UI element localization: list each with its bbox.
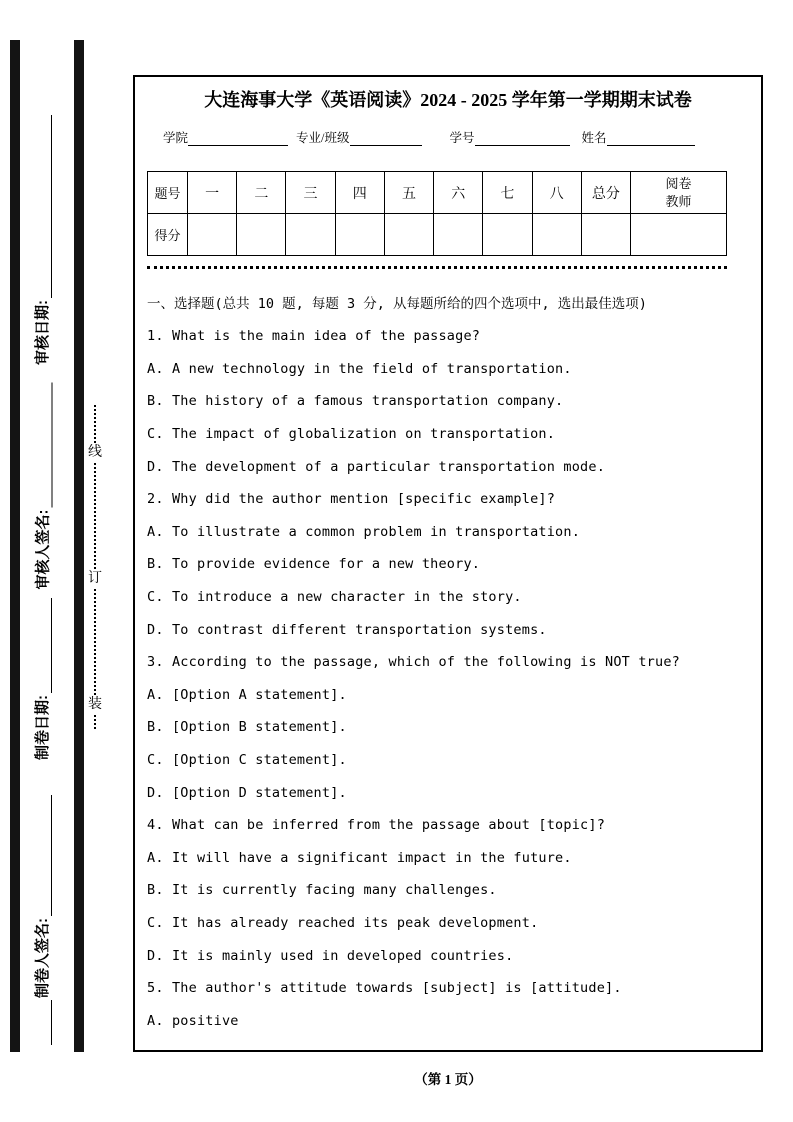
binding-line <box>86 405 104 729</box>
info-field <box>296 131 421 146</box>
binding-char-zhuang: 装 <box>88 697 102 712</box>
question-option: D. The development of a particular transportation mode. <box>147 458 606 475</box>
question-option: B. [Option B statement]. <box>147 719 347 736</box>
score-cell <box>384 214 433 256</box>
score-cell <box>286 214 335 256</box>
info-field-blank <box>475 132 570 146</box>
question-stem: 4. What can be inferred from the passage about [topic]? <box>147 817 606 834</box>
score-table-column-header: 八 <box>532 172 581 214</box>
question-option: B. To provide evidence for a new theory. <box>147 556 481 573</box>
score-table-corner-score: 得分 <box>148 214 188 256</box>
score-table <box>147 171 727 256</box>
section-heading: 一、选择题(总共 10 题, 每题 3 分, 从每题所给的四个选项中, 选出最佳选项) <box>147 296 647 312</box>
question-option: A. [Option A statement]. <box>147 686 347 703</box>
exam-title: 大连海事大学《英语阅读》2024 - 2025 学年第一学期期末试卷 <box>204 90 692 110</box>
info-field <box>582 131 695 146</box>
score-table-grader-header: 阅卷 教师 <box>631 172 727 214</box>
exam-sheet <box>133 75 763 1052</box>
score-cell <box>237 214 286 256</box>
info-field <box>450 131 570 146</box>
score-table-column-header: 六 <box>434 172 483 214</box>
question-option: A. A new technology in the field of transportation. <box>147 360 572 377</box>
margin-label-reviewer-signature <box>33 383 53 590</box>
info-field-label: 专业/班级 <box>296 131 350 145</box>
score-table-column-header: 一 <box>188 172 237 214</box>
score-cell <box>434 214 483 256</box>
question-option: A. It will have a significant impact in the future. <box>147 849 572 866</box>
binding-char-xian: 线 <box>88 445 102 460</box>
question-option: C. To introduce a new character in the story. <box>147 589 522 606</box>
score-table-column-header: 二 <box>237 172 286 214</box>
margin-label-papermaker-signature <box>32 795 52 1045</box>
info-field-label: 学号 <box>449 131 475 145</box>
info-field-blank <box>607 132 695 146</box>
dotted-separator <box>147 266 727 269</box>
questions-area <box>147 320 749 1037</box>
question-option: D. It is mainly used in developed countries. <box>147 947 514 964</box>
question-option: D. To contrast different transportation systems. <box>147 621 547 638</box>
question-option: C. The impact of globalization on transportation. <box>147 426 556 443</box>
question-option: A. positive <box>147 1012 239 1029</box>
margin-label-papermaking-date <box>32 598 52 760</box>
info-field-label: 姓名 <box>581 131 607 145</box>
question-stem: 2. Why did the author mention [specific example]? <box>147 491 556 508</box>
binding-bar-right <box>74 40 84 1052</box>
dotted-line-segment <box>94 405 96 443</box>
score-cell <box>483 214 532 256</box>
student-info-row <box>163 131 731 146</box>
score-cell-grader <box>631 214 727 256</box>
score-table-corner-question-number: 题号 <box>148 172 188 214</box>
margin-label-review-date <box>32 115 52 365</box>
score-table-column-header: 七 <box>483 172 532 214</box>
question-option: C. [Option C statement]. <box>147 752 347 769</box>
score-cell <box>532 214 581 256</box>
blank-line <box>37 795 52 916</box>
blank-line <box>37 1000 52 1045</box>
score-table-column-header: 五 <box>384 172 433 214</box>
score-table-column-header: 四 <box>335 172 384 214</box>
info-field <box>163 131 288 146</box>
blank-line <box>37 115 52 298</box>
binding-bar-left <box>10 40 20 1052</box>
blank-line <box>37 598 52 693</box>
dotted-line-segment <box>94 463 96 569</box>
question-stem: 5. The author's attitude towards [subject] is [attitude]. <box>147 980 622 997</box>
dotted-line-segment <box>94 715 96 729</box>
question-option: B. It is currently facing many challenges. <box>147 882 497 899</box>
dotted-line-segment <box>94 589 96 695</box>
info-field-label: 学院 <box>163 131 189 145</box>
margin-label-text: 审核人签名: <box>34 509 52 590</box>
question-option: C. It has already reached its peak development. <box>147 914 539 931</box>
question-option: B. The history of a famous transportation company. <box>147 393 564 410</box>
info-field-blank <box>188 132 288 146</box>
page-number: （第 1 页） <box>414 1072 482 1087</box>
question-stem: 3. According to the passage, which of the following is NOT true? <box>147 654 680 671</box>
score-table-column-header: 总分 <box>581 172 630 214</box>
score-cell <box>581 214 630 256</box>
blank-line <box>38 383 53 508</box>
margin-label-text: 制卷日期: <box>34 695 51 760</box>
binding-char-ding: 订 <box>88 571 102 586</box>
score-table-column-header: 三 <box>286 172 335 214</box>
score-cell <box>188 214 237 256</box>
margin-label-text: 审核日期: <box>34 300 51 365</box>
margin-label-text: 制卷人签名: <box>34 918 51 998</box>
score-cell <box>335 214 384 256</box>
question-option: A. To illustrate a common problem in transportation. <box>147 523 581 540</box>
info-field-blank <box>350 132 422 146</box>
question-stem: 1. What is the main idea of the passage? <box>147 328 481 345</box>
question-option: D. [Option D statement]. <box>147 784 347 801</box>
